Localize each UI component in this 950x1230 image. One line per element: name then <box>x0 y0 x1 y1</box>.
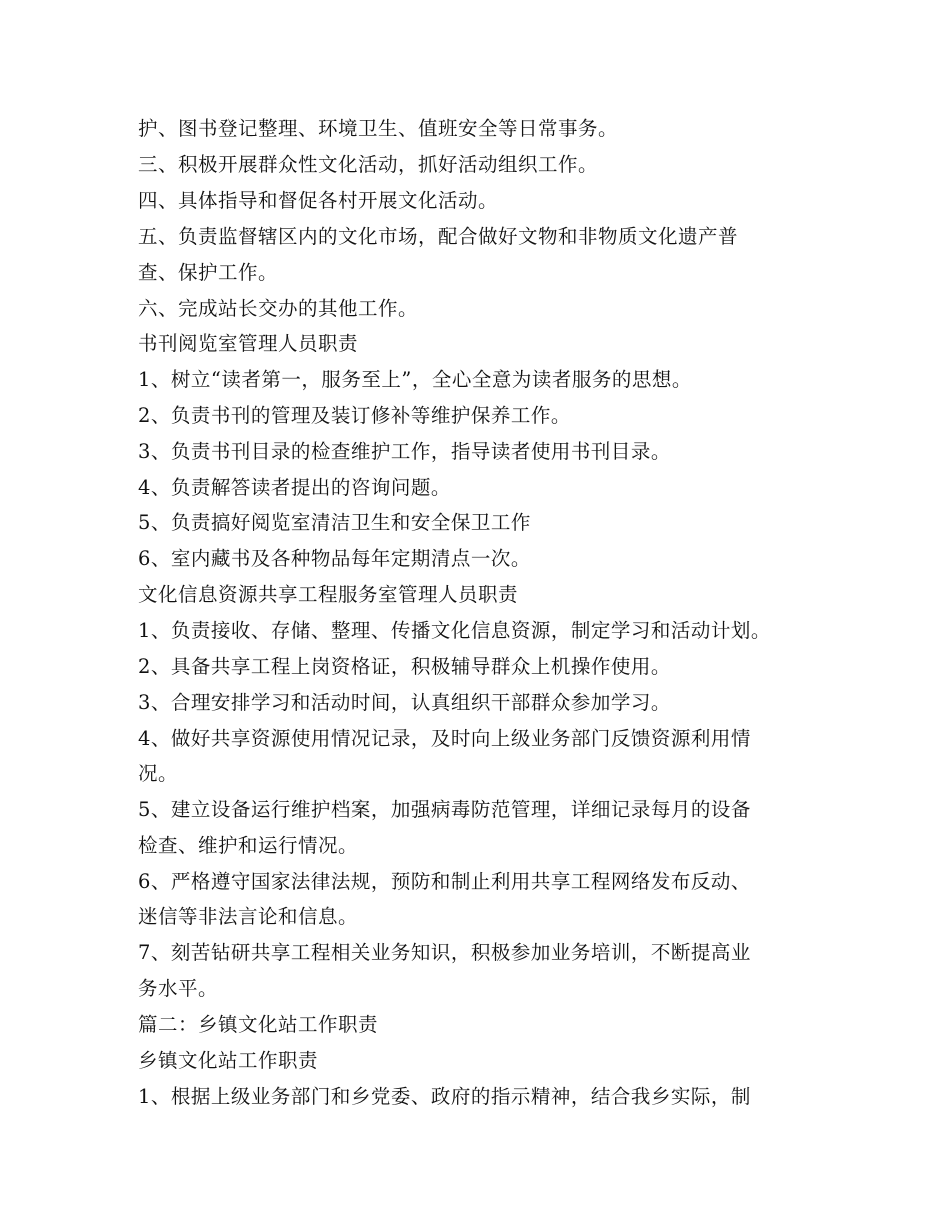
text-line: 2、负责书刊的管理及装订修补等维护保养工作。 <box>138 404 571 427</box>
text-line: 3、合理安排学习和活动时间，认真组织干部群众参加学习。 <box>138 691 671 714</box>
section-heading: 书刊阅览室管理人员职责 <box>138 332 359 355</box>
text-line: 2、具备共享工程上岗资格证，积极辅导群众上机操作使用。 <box>138 655 671 678</box>
text-line: 护、图书登记整理、环境卫生、值班安全等日常事务。 <box>138 117 619 140</box>
text-line: 3、负责书刊目录的检查维护工作，指导读者使用书刊目录。 <box>138 440 671 463</box>
section-heading: 乡镇文化站工作职责 <box>138 1049 319 1072</box>
text-line: 1、树立“读者第一，服务至上”，全心全意为读者服务的思想。 <box>138 368 692 391</box>
section-heading: 文化信息资源共享工程服务室管理人员职责 <box>138 583 519 606</box>
text-line: 六、完成站长交办的其他工作。 <box>138 297 419 320</box>
text-line: 4、做好共享资源使用情况记录，及时向上级业务部门反馈资源利用情 <box>138 727 751 750</box>
text-line: 况。 <box>138 762 179 785</box>
text-line: 6、室内藏书及各种物品每年定期清点一次。 <box>138 547 531 570</box>
text-line: 务水平。 <box>138 977 219 1000</box>
text-line: 4、负责解答读者提出的咨询问题。 <box>138 476 451 499</box>
text-line: 5、建立设备运行维护档案，加强病毒防范管理，详细记录每月的设备 <box>138 798 751 821</box>
text-line: 5、负责搞好阅览室清洁卫生和安全保卫工作 <box>138 511 531 534</box>
text-line: 三、积极开展群众性文化活动，抓好活动组织工作。 <box>138 153 599 176</box>
text-line: 1、负责接收、存储、整理、传播文化信息资源，制定学习和活动计划。 <box>138 619 771 642</box>
text-line: 1、根据上级业务部门和乡党委、政府的指示精神，结合我乡实际，制 <box>138 1085 751 1108</box>
chapter-heading: 篇二：乡镇文化站工作职责 <box>138 1013 379 1036</box>
text-line: 7、刻苦钻研共享工程相关业务知识，积极参加业务培训，不断提高业 <box>138 941 751 964</box>
text-line: 五、负责监督辖区内的文化市场，配合做好文物和非物质文化遗产普 <box>138 225 739 248</box>
text-line: 6、严格遵守国家法律法规，预防和制止利用共享工程网络发布反动、 <box>138 870 751 893</box>
text-line: 四、具体指导和督促各村开展文化活动。 <box>138 189 499 212</box>
text-line: 检查、维护和运行情况。 <box>138 834 359 857</box>
text-line: 迷信等非法言论和信息。 <box>138 905 359 928</box>
text-line: 查、保护工作。 <box>138 261 279 284</box>
